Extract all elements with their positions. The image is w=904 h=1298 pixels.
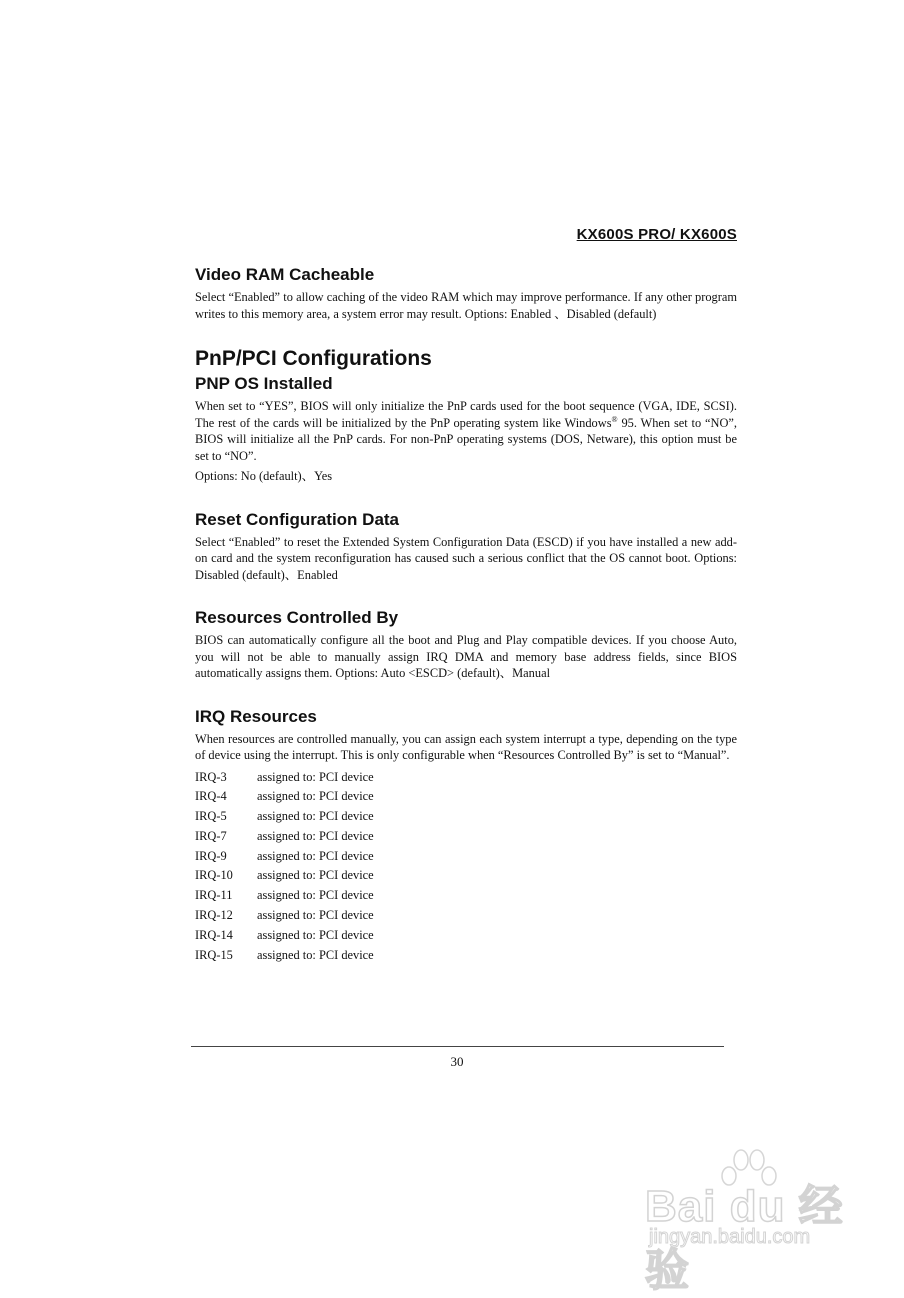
irq-row <box>195 926 737 946</box>
section-body <box>195 398 737 464</box>
section-title: IRQ Resources <box>195 706 317 726</box>
irq-label: IRQ-11 <box>195 888 233 903</box>
irq-label: IRQ-15 <box>195 947 233 962</box>
section-body: Select “Enabled” to reset the Extended System Configuration Data (ESCD) if you have installed a new add-on card and the system reconfiguration has caused such a serious conflict that the OS cannot boot. Options: Disabled (default)、Enabled <box>195 534 737 582</box>
irq-row <box>195 906 737 926</box>
section-video-ram-cacheable <box>195 264 737 322</box>
irq-label: IRQ-9 <box>195 848 227 863</box>
section-title: Resources Controlled By <box>195 608 399 627</box>
irq-label: IRQ-5 <box>195 809 227 824</box>
irq-assignment: assigned to: PCI device <box>257 868 374 883</box>
irq-row <box>195 768 737 788</box>
irq-label: IRQ-3 <box>195 769 227 784</box>
page-number: 30 <box>450 1054 464 1069</box>
section-title: Video RAM Cacheable <box>195 265 375 284</box>
section-pnp-os-installed <box>195 373 737 485</box>
section-body: Select “Enabled” to allow caching of the video RAM which may improve performance. If any other program writes to this memory area, a system error may result. Options: Enabled 、Disabled (default) <box>195 290 737 321</box>
irq-assignment: assigned to: PCI device <box>257 828 374 843</box>
running-header-model: KX600S PRO/ KX600S <box>576 226 737 243</box>
registered-trademark-mark: ® <box>611 414 618 424</box>
irq-assignment: assigned to: PCI device <box>257 769 374 784</box>
body-text: 95. When set to “NO”, BIOS will initialize all the PnP cards. For non-PnP operating systems (DOS, Netware), this option must be set to “NO”. <box>195 415 738 463</box>
body-text: When set to “YES”, BIOS will only initialize the PnP cards used for the boot sequence (VGA, IDE, SCSI). The rest of the cards will be initialized by the PnP operating system like Windows <box>195 399 737 430</box>
irq-label: IRQ-7 <box>195 828 227 843</box>
irq-assignment: assigned to: PCI device <box>257 947 374 962</box>
irq-assignment: assigned to: PCI device <box>257 927 374 942</box>
irq-row <box>195 847 737 867</box>
irq-assignment: assigned to: PCI device <box>257 888 374 903</box>
watermark-url: jingyan.baidu.com <box>649 1226 811 1248</box>
irq-label: IRQ-12 <box>195 908 233 923</box>
irq-row <box>195 787 737 807</box>
section-body: BIOS can automatically configure all the boot and Plug and Play compatible devices. If you choose Auto, you will not be able to manually assign IRQ DMA and memory base address fields, since BIOS automatically assigns them. Options: Auto <ESCD> (default)、Manual <box>195 633 737 680</box>
chapter-title-pnp-pci: PnP/PCI Configurations <box>195 347 432 370</box>
section-reset-configuration-data <box>195 509 737 584</box>
irq-label: IRQ-14 <box>195 927 233 942</box>
section-resources-controlled-by <box>195 607 737 682</box>
page-content <box>195 264 737 965</box>
footer-divider <box>191 1046 724 1047</box>
irq-assignment-list <box>195 768 737 966</box>
section-title: Reset Configuration Data <box>195 509 400 529</box>
baidu-jingyan-watermark <box>645 1148 865 1295</box>
irq-assignment: assigned to: PCI device <box>257 809 374 824</box>
irq-row <box>195 866 737 886</box>
irq-assignment: assigned to: PCI device <box>257 789 374 804</box>
section-title: PNP OS Installed <box>195 374 333 393</box>
irq-label: IRQ-4 <box>195 789 227 804</box>
section-body: When resources are controlled manually, you can assign each system interrupt a type, depending on the type of device using the interrupt. This is only configurable when “Resources Controlled By” is set to “Manual”. <box>195 731 737 762</box>
irq-assignment: assigned to: PCI device <box>257 848 374 863</box>
irq-row <box>195 807 737 827</box>
irq-row <box>195 827 737 847</box>
section-irq-resources <box>195 706 737 966</box>
irq-assignment: assigned to: PCI device <box>257 908 374 923</box>
irq-row <box>195 886 737 906</box>
irq-label: IRQ-10 <box>195 868 233 883</box>
irq-row <box>195 946 737 966</box>
section-options: Options: No (default)、Yes <box>195 469 333 483</box>
watermark-logo-text: Bai du 经验 <box>645 1182 844 1295</box>
